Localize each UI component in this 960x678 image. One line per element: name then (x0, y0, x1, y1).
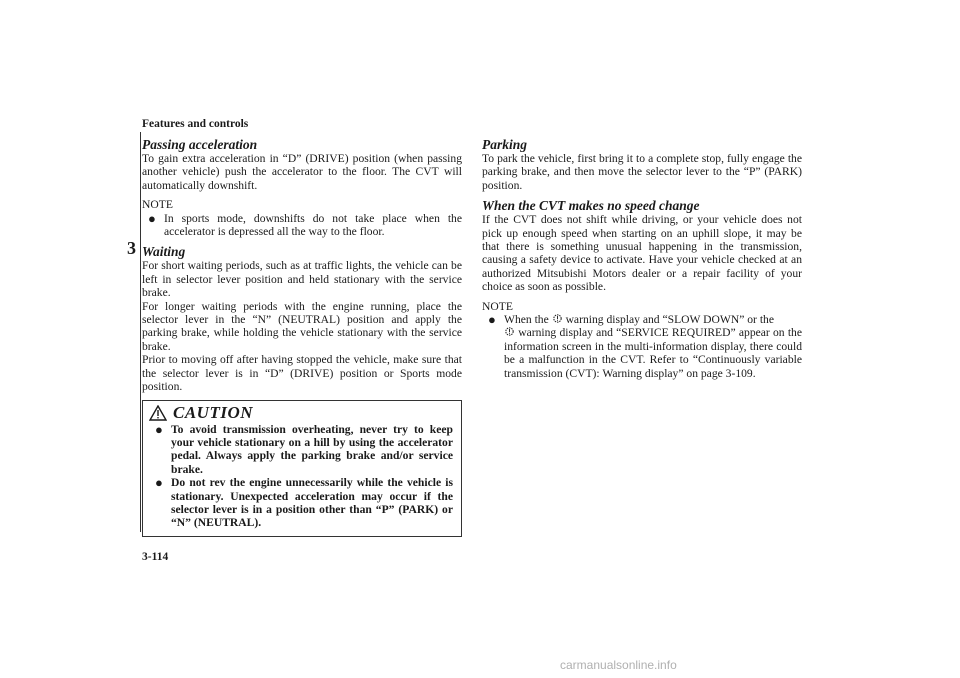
note-bullet (148, 212, 462, 239)
waiting-text-1: For short waiting periods, such as at traffic lights, the vehicle can be left in selector lever position and held stationary with the service brake. (142, 259, 462, 300)
page-number: 3-114 (142, 551, 169, 563)
warning-triangle-icon (149, 405, 167, 421)
parking-text: To park the vehicle, first bring it to a complete stop, fully engage the parking brake, and then move the selector lever to the “P” (PARK) position. (482, 152, 802, 192)
watermark: carmanualsonline.info (560, 658, 677, 672)
gear-warning-icon (504, 326, 515, 337)
passing-title: Passing acceleration (142, 137, 258, 152)
left-column (142, 137, 462, 537)
note-text (504, 313, 802, 380)
note-label: NOTE (482, 299, 513, 313)
caution-bullet (155, 476, 453, 530)
note-label: NOTE (142, 198, 173, 212)
gear-warning-icon (552, 313, 563, 324)
passing-text: To gain extra acceleration in “D” (DRIVE) position (when passing another vehicle) push the accelerator to the floor. The CVT will automatically downshift. (142, 152, 462, 192)
caution-title: CAUTION (173, 402, 254, 422)
nochange-title: When the CVT makes no speed change (482, 198, 700, 214)
caution-box (142, 400, 462, 537)
chapter-rule (140, 132, 141, 532)
chapter-number: 3 (127, 238, 136, 258)
bullet-icon: ● (148, 210, 156, 226)
parking-title: Parking (482, 137, 528, 152)
caution-text: To avoid transmission overheating, never try to keep your vehicle stationary on a hill by using the accelerator pedal. Always apply the parking brake and/or service brake. (171, 422, 453, 476)
note-text: In sports mode, downshifts do not take place when the accelerator is depressed all the way to the floor. (164, 211, 462, 239)
waiting-text-2: For longer waiting periods with the engine running, place the selector lever in the “N” (NEUTRAL) position and apply the parking brake, while holding the vehicle stationary with the service brake. (142, 299, 462, 353)
waiting-title: Waiting (142, 244, 186, 260)
note-text-part: When the (504, 313, 549, 327)
section-header: Features and controls (142, 118, 249, 130)
bullet-icon: ● (155, 475, 163, 491)
waiting-text-3: Prior to moving off after having stopped the vehicle, make sure that the selector lever is in “D” (DRIVE) position or Sports mode position. (142, 353, 462, 394)
note-bullet (488, 313, 802, 380)
nochange-text: If the CVT does not shift while driving, or your vehicle does not pick up enough speed when starting on an uphill slope, it may be that there is something unusual happening in the transmission, causing a safety device to activate. Have your vehicle checked at an authorized Mitsubishi Motors dealer or a repair facility of your choice as soon as possible. (482, 213, 802, 294)
note-text-part: warning display and “SERVICE REQUIRED” appear on the information screen in the multi-information display, there could be a malfunction in the CVT. Refer to “Continuously variable transmission (CVT): Warning display” on page 3-109. (504, 326, 802, 380)
bullet-icon: ● (488, 312, 496, 328)
caution-text: Do not rev the engine unnecessarily while the vehicle is stationary. Unexpected acceleration may occur if the selector lever is in a position other than “P” (PARK) or “N” (NEUTRAL). (171, 476, 453, 530)
caution-bullet (155, 423, 453, 477)
right-column (482, 137, 802, 380)
bullet-icon: ● (155, 421, 163, 437)
note-text-part: warning display and “SLOW DOWN” or the (565, 313, 774, 327)
